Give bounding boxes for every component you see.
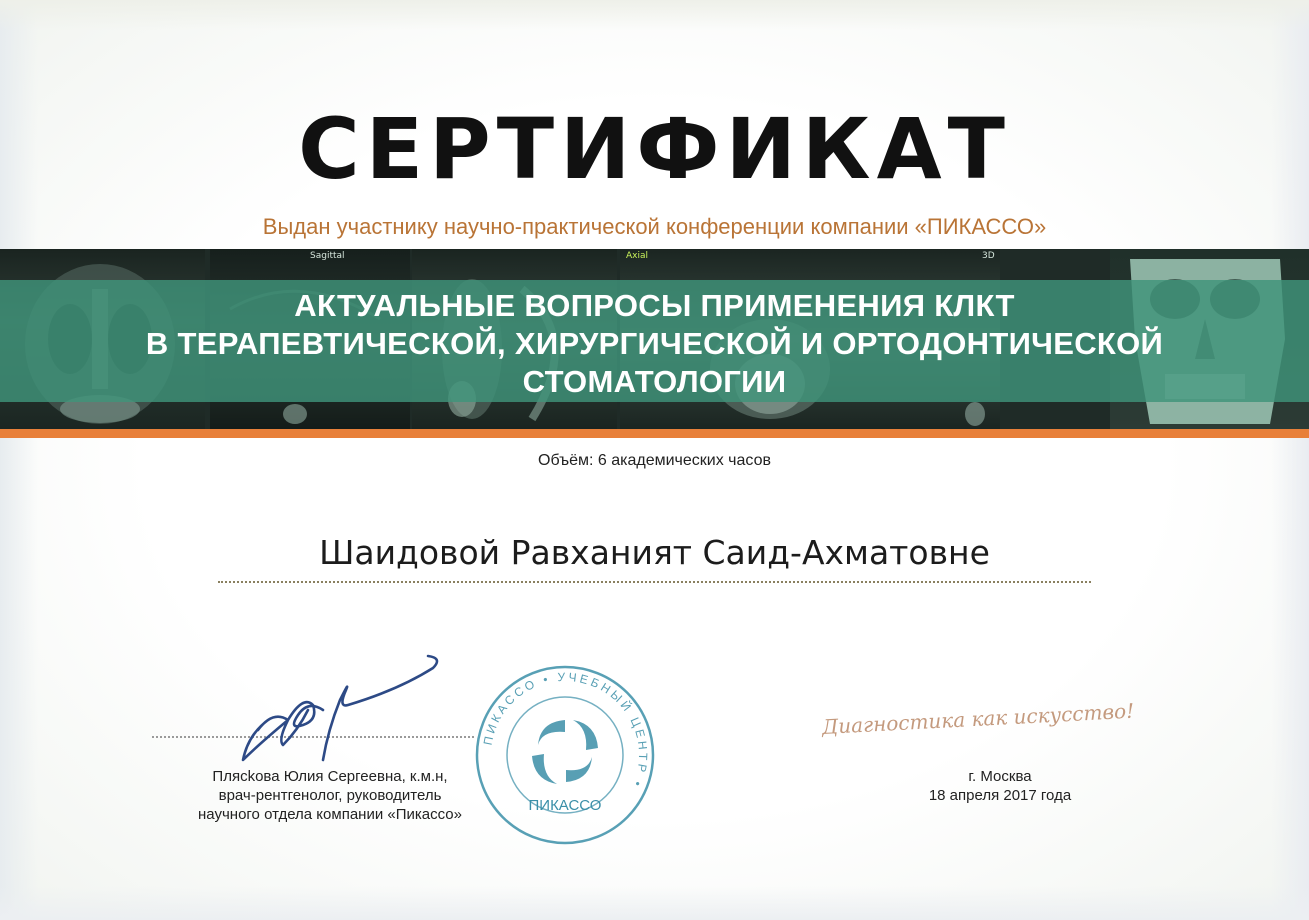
scan-label-axial: Axial (626, 251, 648, 261)
signer-line-1: Плясkова Юлия Сергеевна, к.м.н, (212, 768, 448, 785)
recipient-underline (218, 581, 1091, 583)
course-title-line-3: СТОМАТОЛОГИИ (522, 364, 787, 399)
handwritten-signature (228, 650, 458, 770)
signer-line-2: врач-рентгенолог, руководитель (218, 787, 442, 804)
certificate-title: СЕРТИФИКАТ (298, 100, 1011, 198)
certificate-subtitle: Выдан участнику научно-практической конференции компании «ПИКАССО» (262, 214, 1047, 239)
recipient-name: Шаидовой Равханият Саид-Ахматовне (319, 533, 990, 572)
banner-accent-line (0, 429, 1309, 438)
issue-location-date (880, 767, 1120, 805)
course-title-line-2: В ТЕРАПЕВТИЧЕСКОЙ, ХИРУРГИЧЕСКОЙ И ОРТОДОНТИЧЕСКОЙ (145, 326, 1164, 361)
organization-stamp (470, 660, 660, 850)
issue-city: г. Москва (968, 768, 1032, 785)
course-banner (0, 249, 1309, 429)
course-volume: Объём: 6 академических часов (538, 452, 771, 469)
stamp-center-text: ПИКАССО (528, 797, 602, 814)
slogan: Диагностика как искусство! (821, 698, 1135, 739)
scan-label-3d: 3D (982, 251, 995, 261)
course-title-line-1: АКТУАЛЬНЫЕ ВОПРОСЫ ПРИМЕНЕНИЯ КЛКТ (294, 288, 1015, 323)
course-title (0, 287, 1309, 401)
signer-line-3: научного отдела компании «Пикассо» (198, 806, 462, 823)
stamp-logo-icon (532, 720, 598, 784)
scan-label-sagittal: Sagittal (310, 251, 345, 261)
issue-date: 18 апреля 2017 года (928, 787, 1072, 804)
bottom-edge-shading (0, 886, 1309, 920)
stamp-ring-text: ПИКАССО • УЧЕБНЫЙ ЦЕНТР • (480, 669, 651, 791)
signer-details (170, 767, 490, 824)
top-edge-shading (0, 0, 1309, 30)
